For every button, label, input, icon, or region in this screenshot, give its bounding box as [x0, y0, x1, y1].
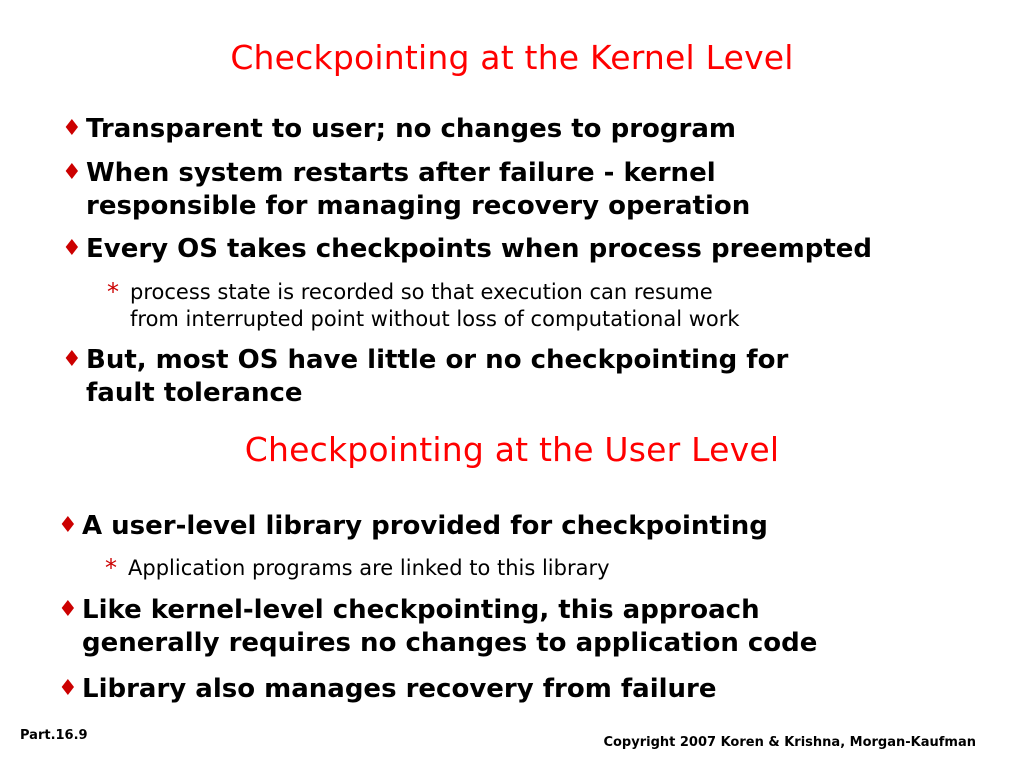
section-title-user-level: Checkpointing at the User Level: [244, 430, 780, 469]
bullet-item: [58, 594, 818, 660]
bullet-text: generally requires no changes to application code: [82, 628, 818, 658]
sub-bullet-item: [107, 278, 740, 333]
diamond-bullet-icon: ♦: [62, 160, 82, 185]
bullet-text: A user-level library provided for checkpointing: [82, 511, 768, 541]
bullet-text: Library also manages recovery from failure: [82, 674, 717, 704]
bullet-text: Transparent to user; no changes to program: [86, 114, 736, 144]
bullet-text: Every OS takes checkpoints when process preempted: [86, 234, 873, 264]
bullet-item: [58, 510, 768, 543]
bullet-item: [62, 233, 873, 266]
diamond-bullet-icon: ♦: [58, 513, 78, 538]
asterisk-bullet-icon: *: [107, 278, 119, 306]
bullet-item: [58, 673, 717, 706]
bullet-text: responsible for managing recovery operation: [86, 191, 751, 221]
diamond-bullet-icon: ♦: [58, 597, 78, 622]
diamond-bullet-icon: ♦: [62, 236, 82, 261]
section-title-kernel-level: Checkpointing at the Kernel Level: [230, 38, 794, 77]
sub-bullet-item: [105, 554, 610, 582]
bullet-text: Like kernel-level checkpointing, this approach: [82, 595, 760, 625]
sub-bullet-text: process state is recorded so that execution can resume: [130, 280, 713, 304]
bullet-text: But, most OS have little or no checkpointing for: [86, 345, 789, 375]
bullet-text: When system restarts after failure - kernel: [86, 158, 716, 188]
sub-bullet-text: Application programs are linked to this library: [128, 556, 610, 580]
asterisk-bullet-icon: *: [105, 554, 117, 582]
slide-number: Part.16.9: [20, 728, 88, 743]
bullet-text: fault tolerance: [86, 378, 303, 408]
bullet-item: [62, 113, 736, 146]
diamond-bullet-icon: ♦: [62, 347, 82, 372]
sub-bullet-text: from interrupted point without loss of computational work: [130, 307, 740, 331]
bullet-item: [62, 157, 751, 223]
bullet-item: [62, 344, 789, 410]
copyright-notice: Copyright 2007 Koren & Krishna, Morgan-Kaufman: [603, 735, 976, 750]
diamond-bullet-icon: ♦: [62, 116, 82, 141]
diamond-bullet-icon: ♦: [58, 676, 78, 701]
